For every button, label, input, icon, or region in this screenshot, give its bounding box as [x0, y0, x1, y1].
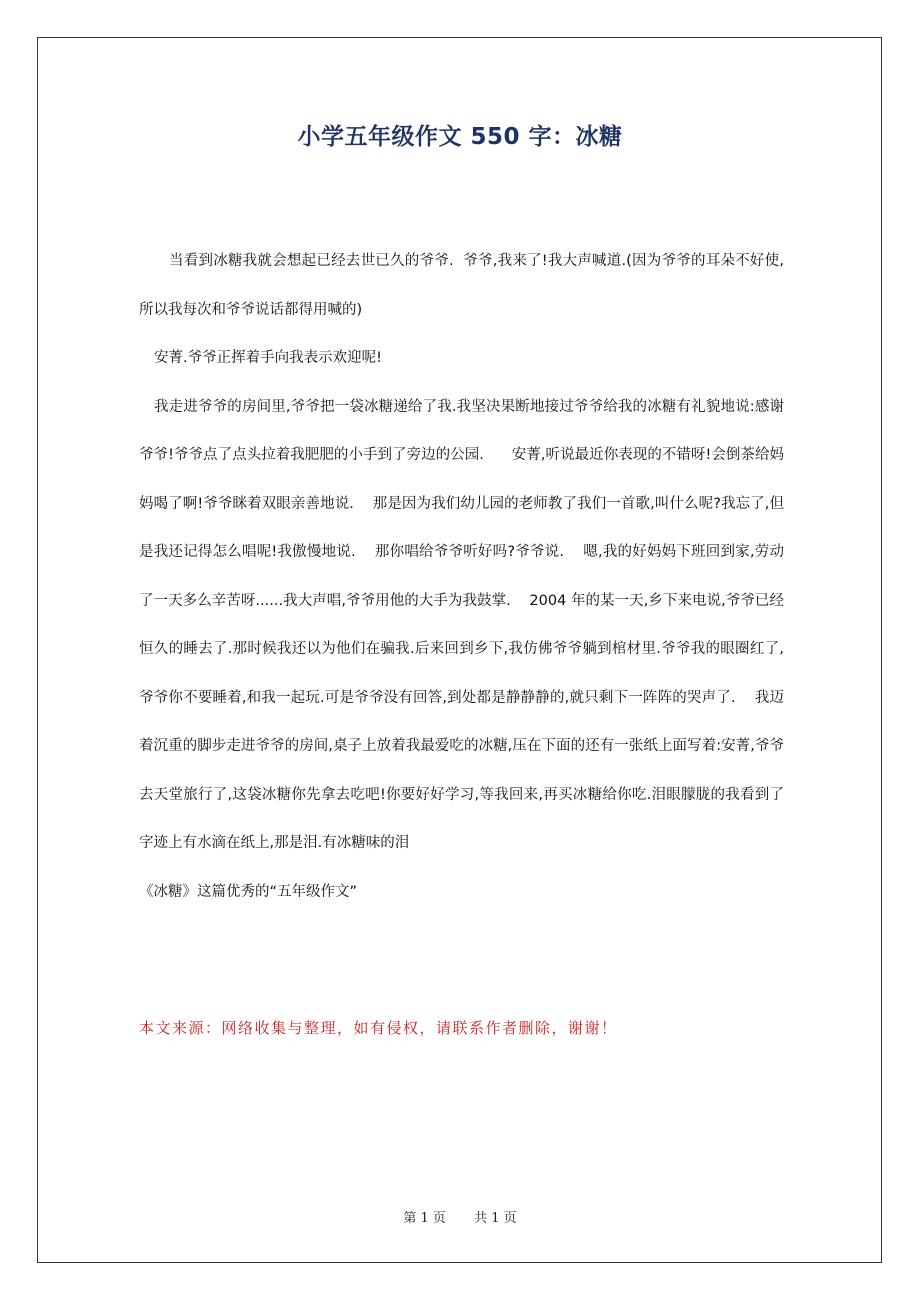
document-title: 小学五年级作文 550 字：冰糖: [297, 124, 623, 150]
page-number: 第 1 页: [403, 1211, 446, 1226]
paragraph-3: 我走进爷爷的房间里,爷爷把一袋冰糖递给了我.我坚决果断地接过爷爷给我的冰糖有礼貌地说:感谢爷爷!爷爷点了点头拉着我肥肥的小手到了旁边的公园. 安菁,听说最近你表现的不错呀!会倒茶给妈妈喝了啊!爷爷眯着双眼亲善地说. 那是因为我们幼儿园的老师教了我们一首歌,叫什么呢?我忘了,但是我还记得怎么唱呢!我傲慢地说. 那你唱给爷爷听好吗?爷爷说. 嗯,我的好妈妈下班回到家,劳动了一天多么辛苦呀......我大声唱,爷爷用他的大手为我鼓掌. 2004 年的某一天,乡下来电说,爷爷已经恒久的睡去了.那时候我还以为他们在骗我.后来回到乡下,我仿佛爷爷躺到棺材里.爷爷我的眼圈红了,爷爷你不要睡着,和我一起玩.可是爷爷没有回答,到处都是静静静的,就只剩下一阵阵的哭声了. 我迈着沉重的脚步走进爷爷的房间,桌子上放着我最爱吃的冰糖,压在下面的还有一张纸上面写着:安菁,爷爷去天堂旅行了,这袋冰糖你先拿去吃吧!你要好好学习,等我回来,再买冰糖给你吃.泪眼朦胧的我看到了字迹上有水滴在纸上,那是泪.有冰糖味的泪: [139, 398, 784, 851]
page-total: 共 1 页: [474, 1211, 517, 1226]
paragraph-2: 安菁.爷爷正挥着手向我表示欢迎呢!: [154, 350, 382, 366]
document-body: [139, 237, 784, 916]
paragraph-1: 当看到冰糖我就会想起已经去世已久的爷爷. 爷爷,我来了!我大声喊道.(因为爷爷的耳朵不好使,所以我每次和爷爷说话都得用喊的): [139, 253, 784, 318]
page-footer: [0, 1207, 920, 1226]
source-note: 本文来源：网络收集与整理，如有侵权，请联系作者删除，谢谢！: [139, 1019, 618, 1037]
paragraph-4: 《冰糖》这篇优秀的“五年级作文”: [139, 883, 358, 900]
